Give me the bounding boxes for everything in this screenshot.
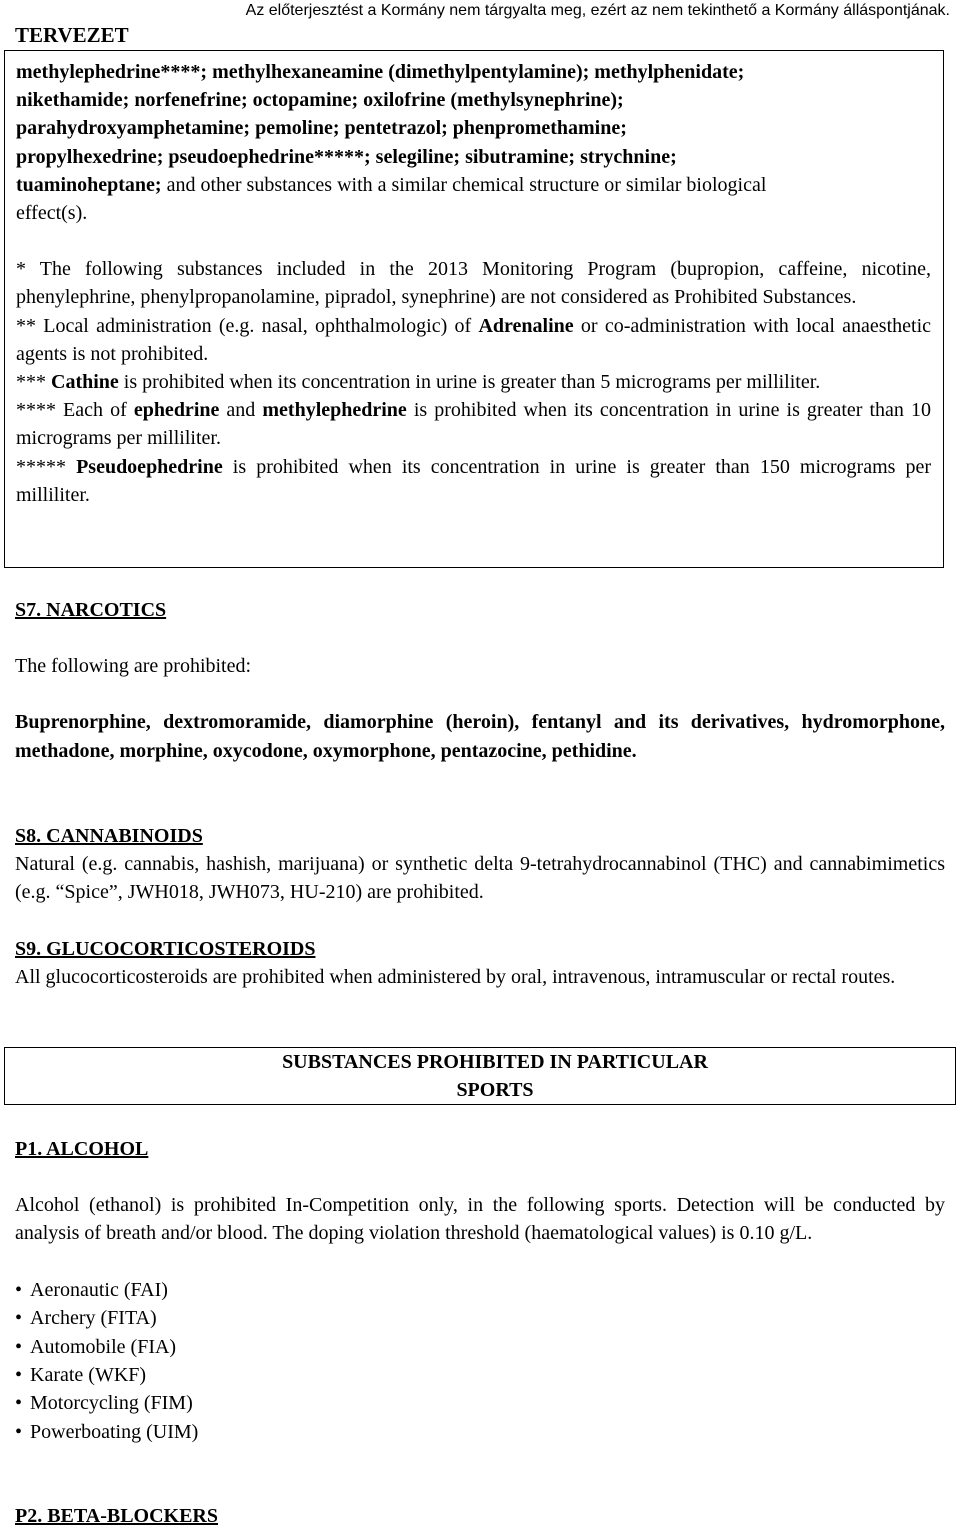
footnote-5-a: *****	[16, 455, 77, 478]
banner-title-line-1: SUBSTANCES PROHIBITED IN PARTICULAR	[282, 1051, 708, 1073]
footnote-4-mid: and	[219, 399, 263, 422]
s7-title: S7. NARCOTICS	[15, 599, 167, 621]
footnote-4-bold-2: methylephedrine	[262, 399, 407, 422]
s8-title: S8. CANNABINOIDS	[15, 825, 203, 847]
s7-list: Buprenorphine, dextromoramide, diamorphine (heroin), fentanyl and its derivatives, hydromorphone, methadone, morphine, oxycodone, oxymorphone, pentazocine, pethidine.	[15, 711, 945, 762]
footnote-2-b: or co-administration with local anaesthetic agents is not prohibited.	[16, 314, 931, 365]
banner-title	[200, 1048, 790, 1104]
footnote-2-bold: Adrenaline	[478, 314, 574, 337]
footnote-5	[16, 453, 931, 509]
substance-line-3: parahydroxyamphetamine; pemoline; pentetrazol; phenpromethamine;	[16, 117, 627, 140]
section-s9	[15, 935, 945, 991]
substance-line-2: nikethamide; norfenefrine; octopamine; oxilofrine (methylsynephrine);	[16, 89, 624, 112]
section-s7	[15, 596, 945, 765]
footnote-1: * The following substances included in the 2013 Monitoring Program (bupropion, caffeine, nicotine, phenylephrine, phenylpropanolamine, pipradol, synephrine) are not considered as Prohibited Substances.	[16, 258, 931, 309]
list-item: • Automobile (FIA)	[15, 1333, 945, 1361]
p2-title: P2. BETA-BLOCKERS	[15, 1505, 218, 1527]
footnote-4-bold-1: ephedrine	[133, 399, 220, 422]
footnote-2-a: ** Local administration (e.g. nasal, ophthalmologic) of	[16, 314, 479, 337]
substance-tuaminoheptane: tuaminoheptane;	[16, 173, 162, 196]
footnote-4-b: is prohibited when its concentration in urine is greater than 10 micrograms per milliliter.	[16, 399, 931, 450]
footnote-4-a: **** Each of	[16, 399, 134, 422]
footnote-2	[16, 312, 931, 368]
footnote-4	[16, 396, 931, 452]
section-s8	[15, 822, 945, 907]
s8-text: Natural (e.g. cannabis, hashish, marijuana) or synthetic delta 9-tetrahydrocannabinol (THC) and cannabimimetics (e.g. “Spice”, JWH018, JWH073, HU-210) are prohibited.	[15, 853, 945, 904]
footnote-3-a: ***	[16, 371, 51, 394]
banner-title-line-2: SPORTS	[456, 1079, 534, 1101]
footnote-5-bold: Pseudoephedrine	[76, 455, 223, 478]
section-p2	[15, 1502, 945, 1530]
p1-title: P1. ALCOHOL	[15, 1138, 149, 1160]
substance-line-1: methylephedrine****; methylhexaneamine (dimethylpentylamine); methylphenidate;	[16, 61, 745, 83]
list-item: • Aeronautic (FAI)	[15, 1276, 945, 1304]
substance-line-4: propylhexedrine; pseudoephedrine*****; selegiline; sibutramine; strychnine;	[16, 145, 677, 168]
list-item: • Powerboating (UIM)	[15, 1418, 945, 1446]
substance-line-6: effect(s).	[16, 202, 88, 225]
header-disclaimer: Az előterjesztést a Kormány nem tárgyalta meg, ezért az nem tekinthető a Kormány álláspontjának.	[245, 2, 950, 19]
substance-line-5	[16, 171, 931, 199]
footnote-5-b: is prohibited when its concentration in urine is greater than 150 micrograms per milliliter.	[16, 455, 932, 506]
p1-text: Alcohol (ethanol) is prohibited In-Competition only, in the following sports. Detection will be conducted by analysis of breath and/or blood. The doping violation threshold (haematological values) is 0.10 g/L.	[15, 1194, 945, 1245]
footnote-3	[16, 368, 931, 396]
draft-label: TERVEZET	[15, 23, 129, 47]
substance-line-5-rest: and other substances with a similar chemical structure or similar biological	[161, 173, 767, 196]
list-item: • Motorcycling (FIM)	[15, 1389, 945, 1417]
section-p1	[15, 1135, 945, 1446]
p1-sport-list	[15, 1276, 945, 1446]
s9-text: All glucocorticosteroids are prohibited when administered by oral, intravenous, intramuscular or rectal routes.	[15, 966, 896, 988]
s9-title: S9. GLUCOCORTICOSTEROIDS	[15, 938, 316, 960]
footnote-3-bold: Cathine	[51, 371, 119, 394]
footnote-3-b: is prohibited when its concentration in urine is greater than 5 micrograms per milliliter.	[118, 371, 821, 394]
list-item: • Archery (FITA)	[15, 1304, 945, 1332]
s7-intro: The following are prohibited:	[15, 655, 252, 677]
list-item: • Karate (WKF)	[15, 1361, 945, 1389]
stimulants-continuation-box	[4, 50, 944, 568]
